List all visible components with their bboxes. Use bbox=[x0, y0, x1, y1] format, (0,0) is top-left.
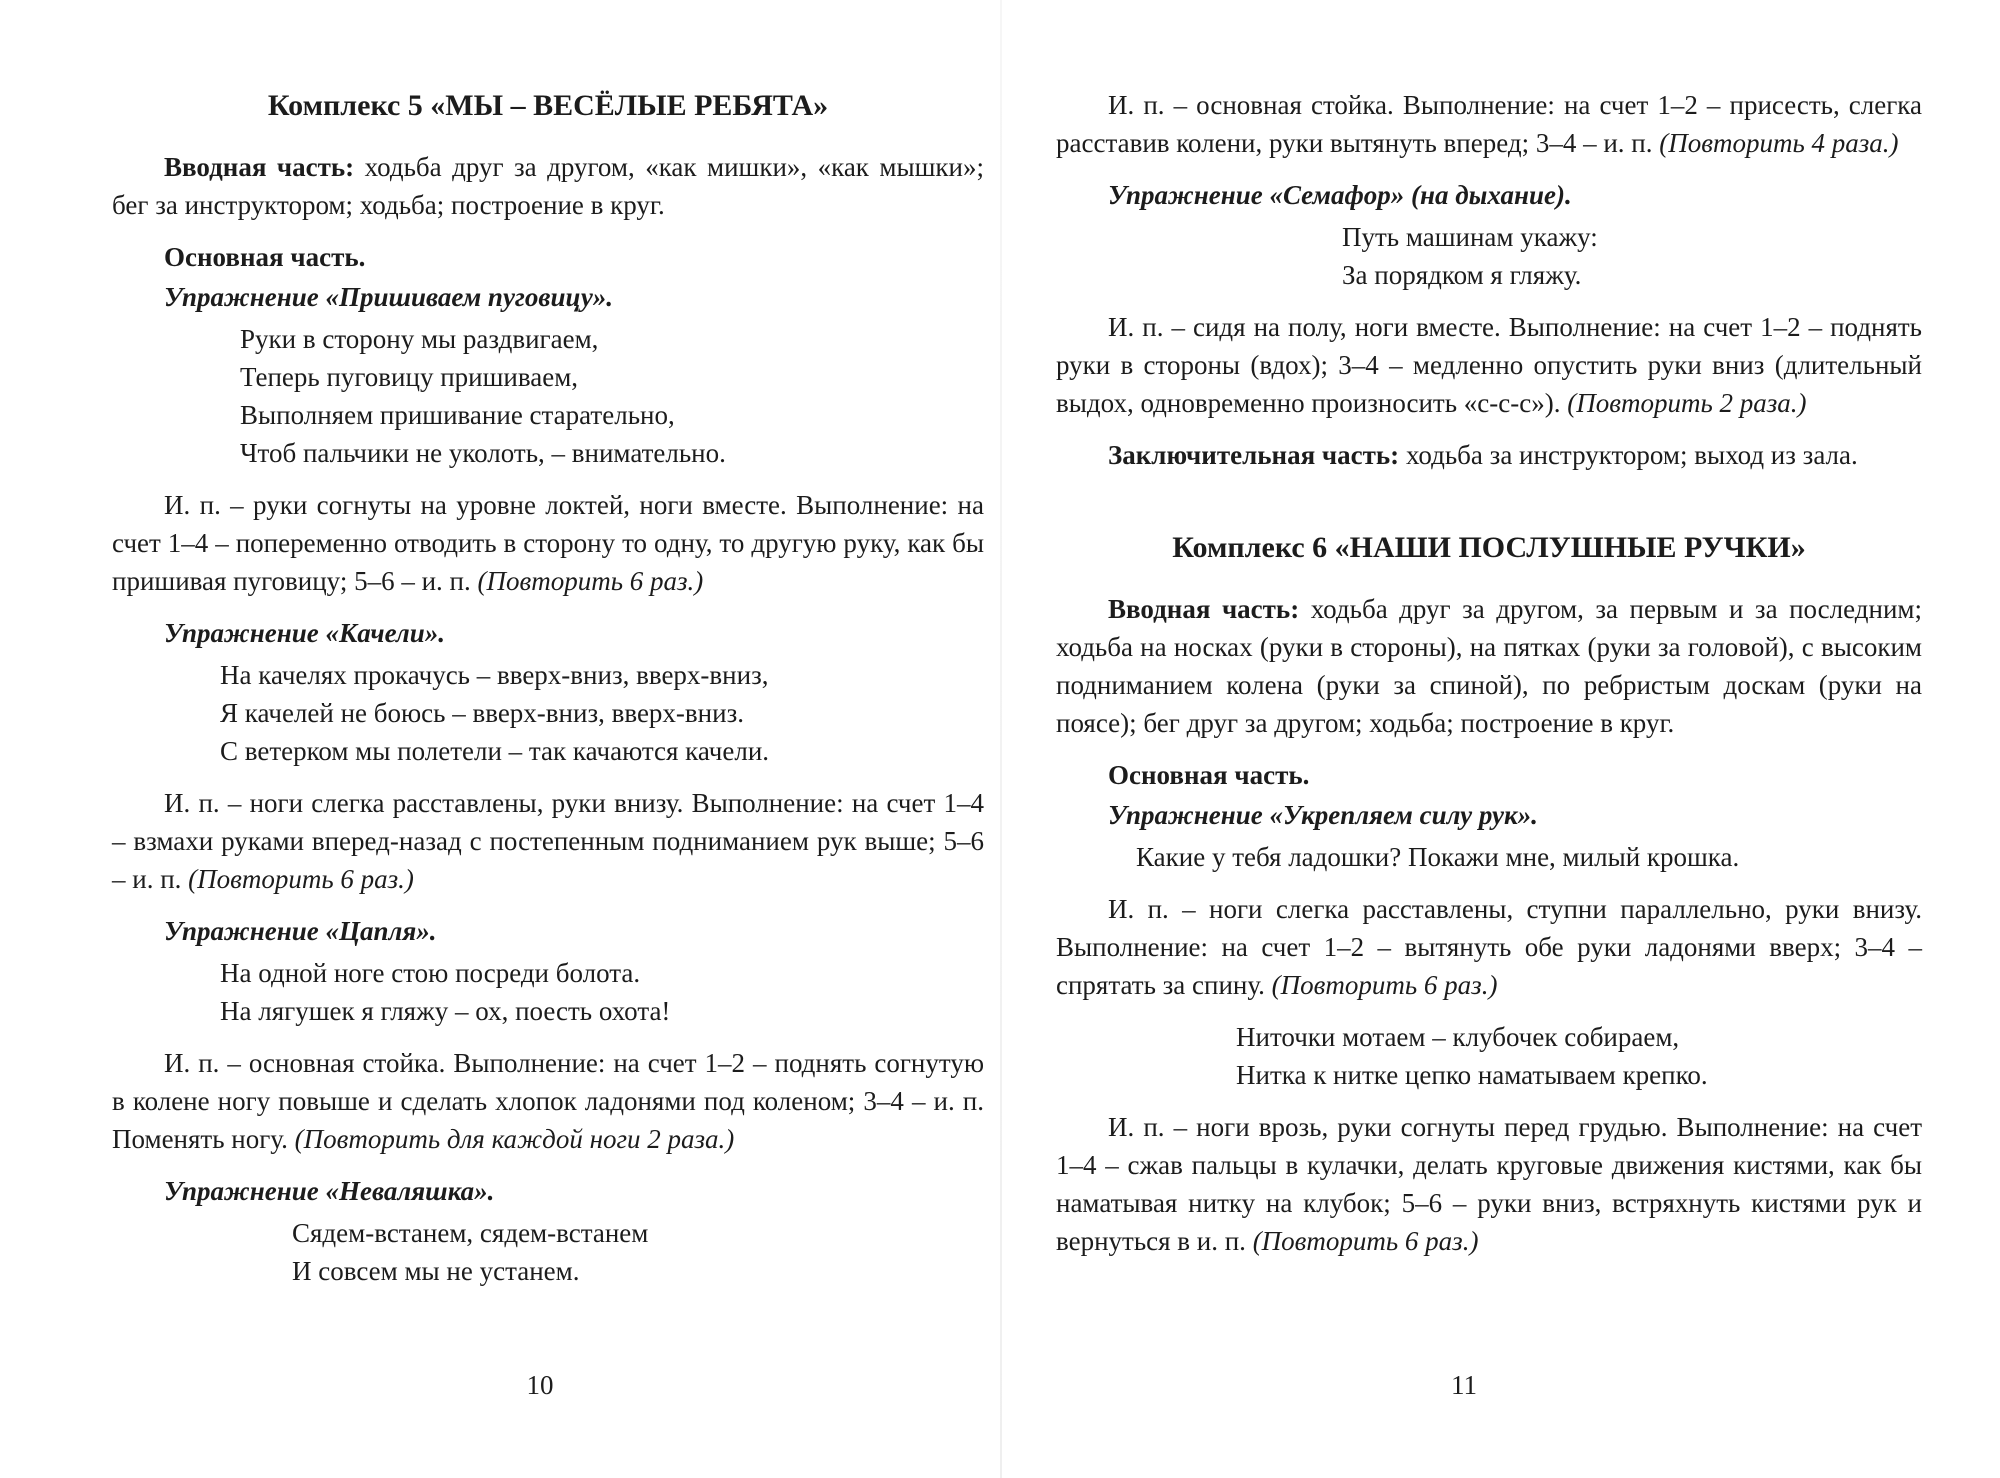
exercise-title-roly-poly: Упражнение «Неваляшка». bbox=[164, 1176, 495, 1206]
repeat-note: (Повторить 6 раз.) bbox=[188, 864, 414, 894]
verse-hands bbox=[1056, 838, 1922, 876]
exercise-title-heron: Упражнение «Цапля». bbox=[164, 916, 437, 946]
intro-label: Вводная часть: bbox=[1108, 594, 1300, 624]
instructions-text: И. п. – основная стойка. Выполнение: на счет 1–2 – поднять согнутую в колене ногу повыше и сделать хлопок ладонями под коленом; 3–4 – и. п. Поменять ногу. bbox=[112, 1048, 984, 1154]
intro-paragraph bbox=[112, 148, 984, 224]
verse-line: Чтоб пальчики не уколоть, – внимательно. bbox=[240, 438, 726, 468]
instructions-text: И. п. – руки согнуты на уровне локтей, ноги вместе. Выполнение: на счет 1–4 – попеременно отводить в сторону то одну, то другую руку, как бы пришивая пуговицу; 5–6 – и. п. bbox=[112, 490, 984, 596]
verse-line: Выполняем пришивание старательно, bbox=[240, 400, 675, 430]
right-column bbox=[1056, 86, 1922, 1274]
instructions-text: И. п. – ноги слегка расставлены, руки внизу. Выполнение: на счет 1–4 – взмахи руками вперед-назад с постепенным подниманием рук выше; 5–6 – и. п. bbox=[112, 788, 984, 894]
main-part-label: Основная часть. bbox=[164, 242, 366, 272]
verse-semaphore bbox=[1056, 218, 1922, 294]
final-label: Заключительная часть: bbox=[1108, 440, 1400, 470]
verse-line: Ниточки мотаем – клубочек собираем, bbox=[1236, 1022, 1680, 1052]
verse-line: Путь машинам укажу: bbox=[1342, 222, 1598, 252]
verse-line: На лягушек я гляжу – ох, поесть охота! bbox=[220, 996, 671, 1026]
exercise-title-hands: Упражнение «Укрепляем силу рук». bbox=[1108, 800, 1538, 830]
verse-swing bbox=[112, 656, 984, 770]
exercise-title-semaphore: Упражнение «Семафор» (на дыхание). bbox=[1108, 180, 1572, 210]
instructions-heron bbox=[112, 1044, 984, 1158]
repeat-note: (Повторить для каждой ноги 2 раза.) bbox=[294, 1124, 735, 1154]
repeat-note: (Повторить 4 раза.) bbox=[1659, 128, 1899, 158]
intro-paragraph-6 bbox=[1056, 590, 1922, 742]
main-part-label: Основная часть. bbox=[1108, 760, 1310, 790]
repeat-note: (Повторить 2 раза.) bbox=[1567, 388, 1807, 418]
instructions-button bbox=[112, 486, 984, 600]
right-page bbox=[1000, 0, 2000, 1478]
section-gap bbox=[1056, 488, 1922, 528]
page-number-left: 10 bbox=[526, 1370, 554, 1400]
exercise-title-swing: Упражнение «Качели». bbox=[164, 618, 446, 648]
verse-line: За порядком я гляжу. bbox=[1342, 260, 1582, 290]
instructions-text: И. п. – ноги слегка расставлены, ступни параллельно, руки внизу. Выполнение: на счет 1–2 – вытянуть обе руки ладонями вверх; 3–4 – спрятать за спину. bbox=[1056, 894, 1922, 1000]
repeat-note: (Повторить 6 раз.) bbox=[1252, 1226, 1479, 1256]
instructions-text: И. п. – основная стойка. Выполнение: на счет 1–2 – присесть, слегка расставив колени, руки вытянуть вперед; 3–4 – и. п. bbox=[1056, 90, 1922, 158]
verse-line: Руки в сторону мы раздвигаем, bbox=[240, 324, 599, 354]
instructions-text: И. п. – сидя на полу, ноги вместе. Выполнение: на счет 1–2 – поднять руки в стороны (вдох); 3–4 – медленно опустить руки вниз (длительный выдох, одновременно произносить «с-с-с»). bbox=[1056, 312, 1922, 418]
final-text: ходьба за инструктором; выход из зала. bbox=[1399, 440, 1858, 470]
verse-line: И совсем мы не устанем. bbox=[292, 1256, 580, 1286]
verse-heron bbox=[112, 954, 984, 1030]
instructions-text: И. п. – ноги врозь, руки согнуты перед грудью. Выполнение: на счет 1–4 – сжав пальцы в кулачки, делать круговые движения кистями, как бы наматывая нитку на клубок; 5–6 – руки вниз, встряхнуть кистями рук и вернуться в и. п. bbox=[1056, 1112, 1922, 1256]
instructions-hands bbox=[1056, 890, 1922, 1004]
exercise-title-button: Упражнение «Пришиваем пуговицу». bbox=[164, 282, 614, 312]
repeat-note: (Повторить 6 раз.) bbox=[477, 566, 704, 596]
page-number-right: 11 bbox=[1451, 1370, 1477, 1400]
verse-line: Сядем-встанем, сядем-встанем bbox=[292, 1218, 649, 1248]
verse-line: Я качелей не боюсь – вверх-вниз, вверх-вниз. bbox=[220, 698, 744, 728]
verse-line: С ветерком мы полетели – так качаются качели. bbox=[220, 736, 770, 766]
complex-5-heading: Комплекс 5 «МЫ – ВЕСЁЛЫЕ РЕБЯТА» bbox=[267, 89, 829, 122]
verse-button bbox=[112, 320, 984, 472]
intro-text: ходьба друг за другом, за первым и за последним; ходьба на носках (руки в стороны), на пятках (руки за головой), с высоким подниманием колена (руки за спиной), по ребристым доскам (руки на поясе); бег друг за другом; ходьба; построение в круг. bbox=[1056, 594, 1922, 738]
verse-line: Нитка к нитке цепко наматываем крепко. bbox=[1236, 1060, 1708, 1090]
verse-line: Какие у тебя ладошки? Покажи мне, милый крошка. bbox=[1136, 842, 1740, 872]
verse-line: На качелях прокачусь – вверх-вниз, вверх-вниз, bbox=[220, 660, 769, 690]
instructions-swing bbox=[112, 784, 984, 898]
verse-line: На одной ноге стою посреди болота. bbox=[220, 958, 641, 988]
instructions-threads bbox=[1056, 1108, 1922, 1260]
repeat-note: (Повторить 6 раз.) bbox=[1271, 970, 1498, 1000]
left-column bbox=[112, 86, 984, 1304]
complex-6-heading: Комплекс 6 «НАШИ ПОСЛУШНЫЕ РУЧКИ» bbox=[1172, 531, 1806, 564]
verse-line: Теперь пуговицу пришиваем, bbox=[240, 362, 579, 392]
intro-label: Вводная часть: bbox=[164, 152, 355, 182]
instructions-semaphore bbox=[1056, 308, 1922, 422]
verse-roly-poly bbox=[112, 1214, 984, 1290]
verse-threads bbox=[1056, 1018, 1922, 1094]
instructions-roly-poly bbox=[1056, 86, 1922, 162]
final-paragraph bbox=[1056, 436, 1922, 474]
intro-text: ходьба друг за другом, «как мишки», «как мышки»; бег за инструктором; ходьба; построение в круг. bbox=[112, 152, 984, 220]
